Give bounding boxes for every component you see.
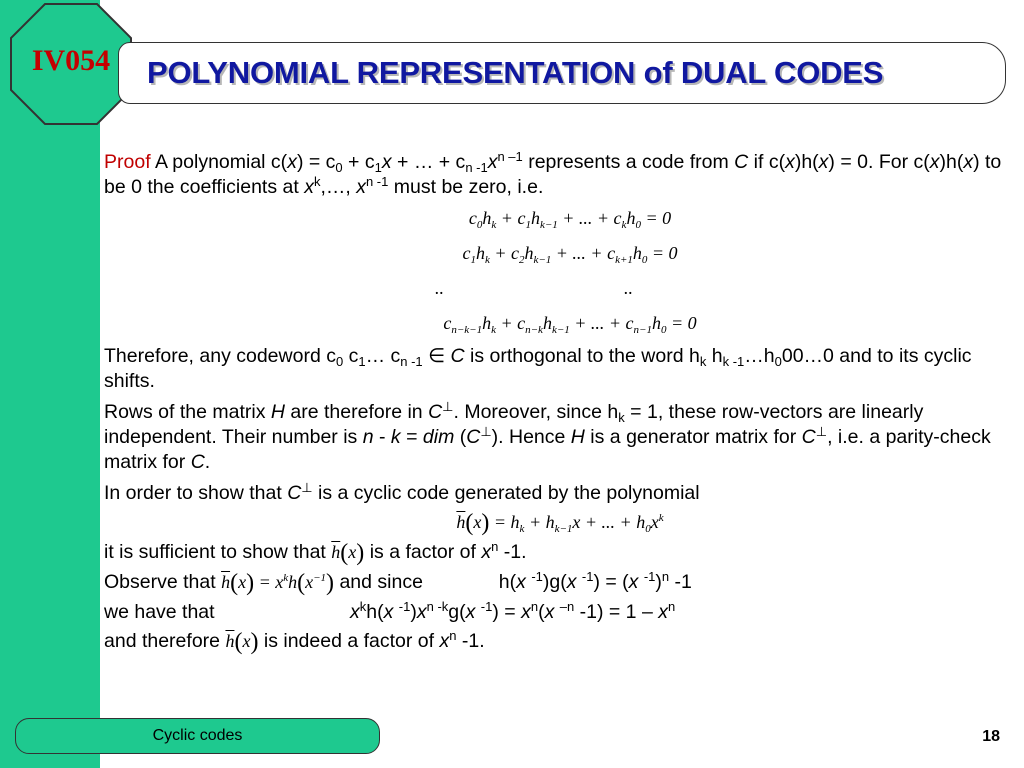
slide-body (104, 150, 1004, 655)
paragraph-we-have (104, 600, 1004, 625)
paragraph-proof: Proof A polynomial $c(x) = c_0 + c_1x$ + … + $c_{n -1}x^{n -1}$ represents a code from C if c(x)h(x) = 0. For c(x)h(x) to be 0 the coefficients at $x^k,\dots$, $x^{n -1}$ must be zero, i.e. (104, 149, 1002, 198)
text-is-factor: is a factor of $x^n$ -1. (369, 539, 527, 563)
math-hbar: $\overline{h}(x)$ (331, 540, 365, 566)
equation-row: $c_1h_k + c_2h_{k-1}$ + ... + $c_{k+1}h_0 = 0$ (462, 243, 678, 266)
text-and-since: and since (339, 571, 423, 593)
math-hbar-identity: $\overline{h}(x) = x^kh(x^{-1})$ (221, 570, 335, 596)
equation-hbar: $\overline{h}(x) = h_k + h_{k-1}x$ + ... + $h_0x^k$ (456, 510, 664, 536)
equation-row: .. .. (435, 278, 633, 298)
text-therefore: and therefore (104, 630, 221, 652)
math-hg: h(x $^{-1}$)g(x $^{-1}$) = (x $^{-1}$)$^n$ -1 (498, 569, 692, 593)
equation-row: $c_0h_k + c_1h_{k-1}$ + ... + $c_kh_0 = 0$ (468, 208, 672, 231)
text-we-have: we have that (104, 601, 215, 623)
footer-label: Cyclic codes (152, 727, 243, 744)
text-observe: Observe that (104, 571, 216, 593)
paragraph-show: In order to show that C⊥ is a cyclic code generated by the polynomial (104, 480, 700, 504)
paragraph-rows: Rows of the matrix H are therefore in C⊥. Moreover, since $h_k = 1$, these row-vectors are linearly independent. Their number is n - k = dim (C⊥). Hence H is a generator matrix for C⊥, i.e. a parity-check matrix for C. (104, 399, 991, 473)
equation-system (104, 206, 1004, 336)
math-hbar-final: $\overline{h}(x)$ (225, 629, 259, 655)
math-product: $x^kh(x$ $^{-1})x^{n -k}g(x$ $^{-1}) = x^n(x$ $^{-n}$ $-1) = 1 - x^n$ (350, 599, 676, 623)
text-sufficient: it is sufficient to show that (104, 541, 326, 563)
equation-row: $c_{n-k-1}h_k + c_{n-k}h_{k-1}$ + ... + $c_{n-1}h_0 = 0$ (443, 313, 697, 336)
paragraph-observe (104, 570, 1004, 596)
paragraph-orthogonal: Therefore, any codeword $c_0$ $c_1\dots$ $c_{n -1}$ ∈ C is orthogonal to the word $h_k$ $h_{k -1}\dots h_000\dots 0$ and to its cyclic shifts. (104, 345, 972, 392)
paragraph-therefore (104, 629, 1004, 655)
proof-label: Proof (104, 151, 151, 173)
slide-title: POLYNOMIAL REPRESENTATION of DUAL CODES (147, 55, 884, 90)
paragraph-factor (104, 540, 1004, 566)
page-number: 18 (982, 728, 1000, 745)
course-code: IV054 (31, 44, 111, 77)
text-indeed-factor: is indeed a factor of $x^n$ -1. (263, 628, 485, 652)
